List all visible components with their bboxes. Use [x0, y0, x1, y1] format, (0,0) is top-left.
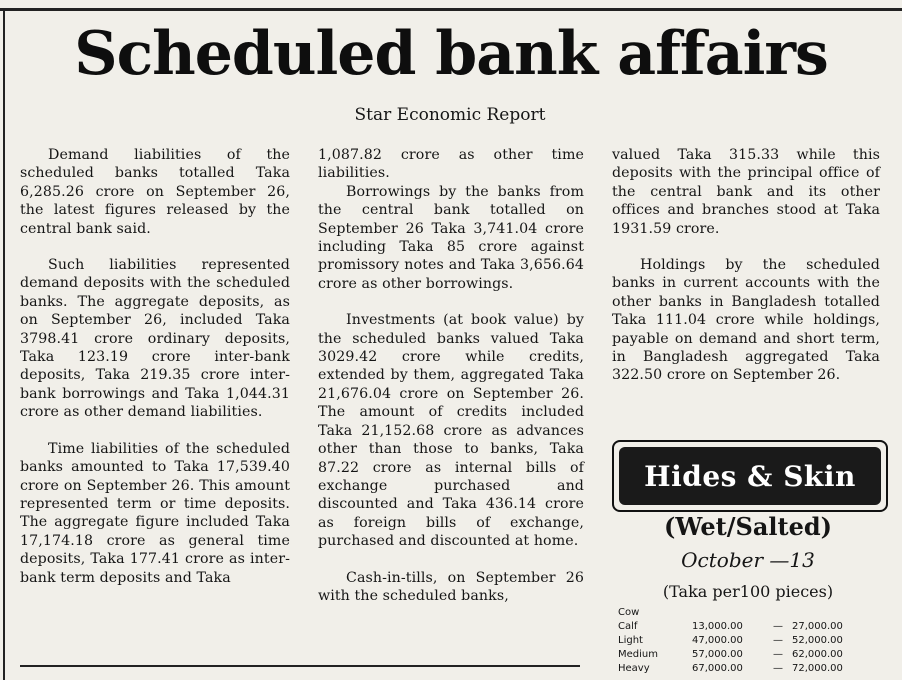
hides-skin-subtitle: (Wet/Salted) [664, 512, 832, 541]
row-name: Heavy [618, 663, 650, 674]
byline: Star Economic Report [354, 105, 546, 125]
hides-skin-unit: (Taka per100 pieces) [662, 582, 834, 601]
article-column-2 [318, 146, 584, 605]
price-high: 72,000.00 [792, 663, 843, 674]
top-rule [0, 8, 902, 11]
price-low: 47,000.00 [692, 635, 743, 646]
headline: Scheduled bank affairs [74, 19, 828, 89]
paragraph: Cash-in-tills, on September 26 with the scheduled banks, [318, 569, 584, 604]
row-name: Medium [618, 649, 658, 660]
price-high: 62,000.00 [792, 649, 843, 660]
paragraph: valued Taka 315.33 while this deposits with the principal office of the central bank and its other offices and branches stood at Taka 1931.59 crore. [612, 147, 880, 237]
price-row [618, 634, 886, 648]
price-low: 57,000.00 [692, 649, 743, 660]
row-name: Calf [618, 621, 638, 632]
price-low: 67,000.00 [692, 663, 743, 674]
paragraph: Demand liabilities of the scheduled banks totalled Taka 6,285.26 crore on September 26, the latest figures released by the central bank said. [20, 147, 290, 237]
price-high: 27,000.00 [792, 621, 843, 632]
range-dash [764, 606, 792, 620]
price-low: 13,000.00 [692, 621, 743, 632]
paragraph: 1,087.82 crore as other time liabilities. [318, 147, 584, 182]
paragraph: Time liabilities of the scheduled banks amounted to Taka 17,539.40 crore on September 26. This amount represented term or time deposits. The aggregate figure included Taka 17,174.18 crore as general time deposits, Taka 177.41 crore as inter-bank term deposits and Taka [20, 440, 290, 586]
price-high: 52,000.00 [792, 635, 843, 646]
price-row [618, 620, 886, 634]
range-dash: — [773, 621, 783, 632]
price-low [692, 606, 764, 620]
price-row [618, 648, 886, 662]
paragraph: Investments (at book value) by the scheduled banks valued Taka 3029.42 crore while credits, extended by them, aggregated Taka 21,676.04 crore on September 26. The amount of credits included Taka 21,152.68 crore as advances other than those to banks, Taka 87.22 crore as internal bills of exchange purchased and discounted and Taka 436.14 crore as foreign bills of exchange, purchased and discounted at home. [318, 312, 584, 550]
left-rule [3, 8, 5, 680]
row-name: Cow [618, 607, 640, 618]
price-table [618, 606, 886, 676]
paragraph: Borrowings by the banks from the central bank totalled on September 26 Taka 3,741.04 crore including Taka 85 crore against promissory notes and Taka 3,656.64 crore as other borrowings. [318, 183, 584, 292]
row-name: Light [618, 635, 643, 646]
article-column-3 [612, 146, 880, 385]
price-high [792, 606, 882, 620]
range-dash: — [773, 663, 783, 674]
article-column-1 [20, 146, 290, 587]
hides-skin-banner [612, 440, 888, 512]
bottom-rule [20, 665, 580, 667]
paragraph: Such liabilities represented demand deposits with the scheduled banks. The aggregate deposits, as on September 26, included Taka 3798.41 crore ordinary deposits, Taka 123.19 crore inter-bank deposits, Taka 219.35 crore inter-bank borrowings and Taka 1,044.31 crore as other demand liabilities. [20, 257, 290, 421]
range-dash: — [773, 649, 783, 660]
price-row [618, 606, 886, 620]
paragraph: Holdings by the scheduled banks in current accounts with the other banks in Bangladesh totalled Taka 111.04 crore while holdings, payable on demand and short term, in Bangladesh aggregated Taka 322.50 crore on September 26. [612, 257, 880, 384]
range-dash: — [773, 635, 783, 646]
hides-skin-title: Hides & Skin [619, 447, 881, 505]
hides-skin-date: October —13 [681, 548, 815, 572]
price-row [618, 662, 886, 676]
